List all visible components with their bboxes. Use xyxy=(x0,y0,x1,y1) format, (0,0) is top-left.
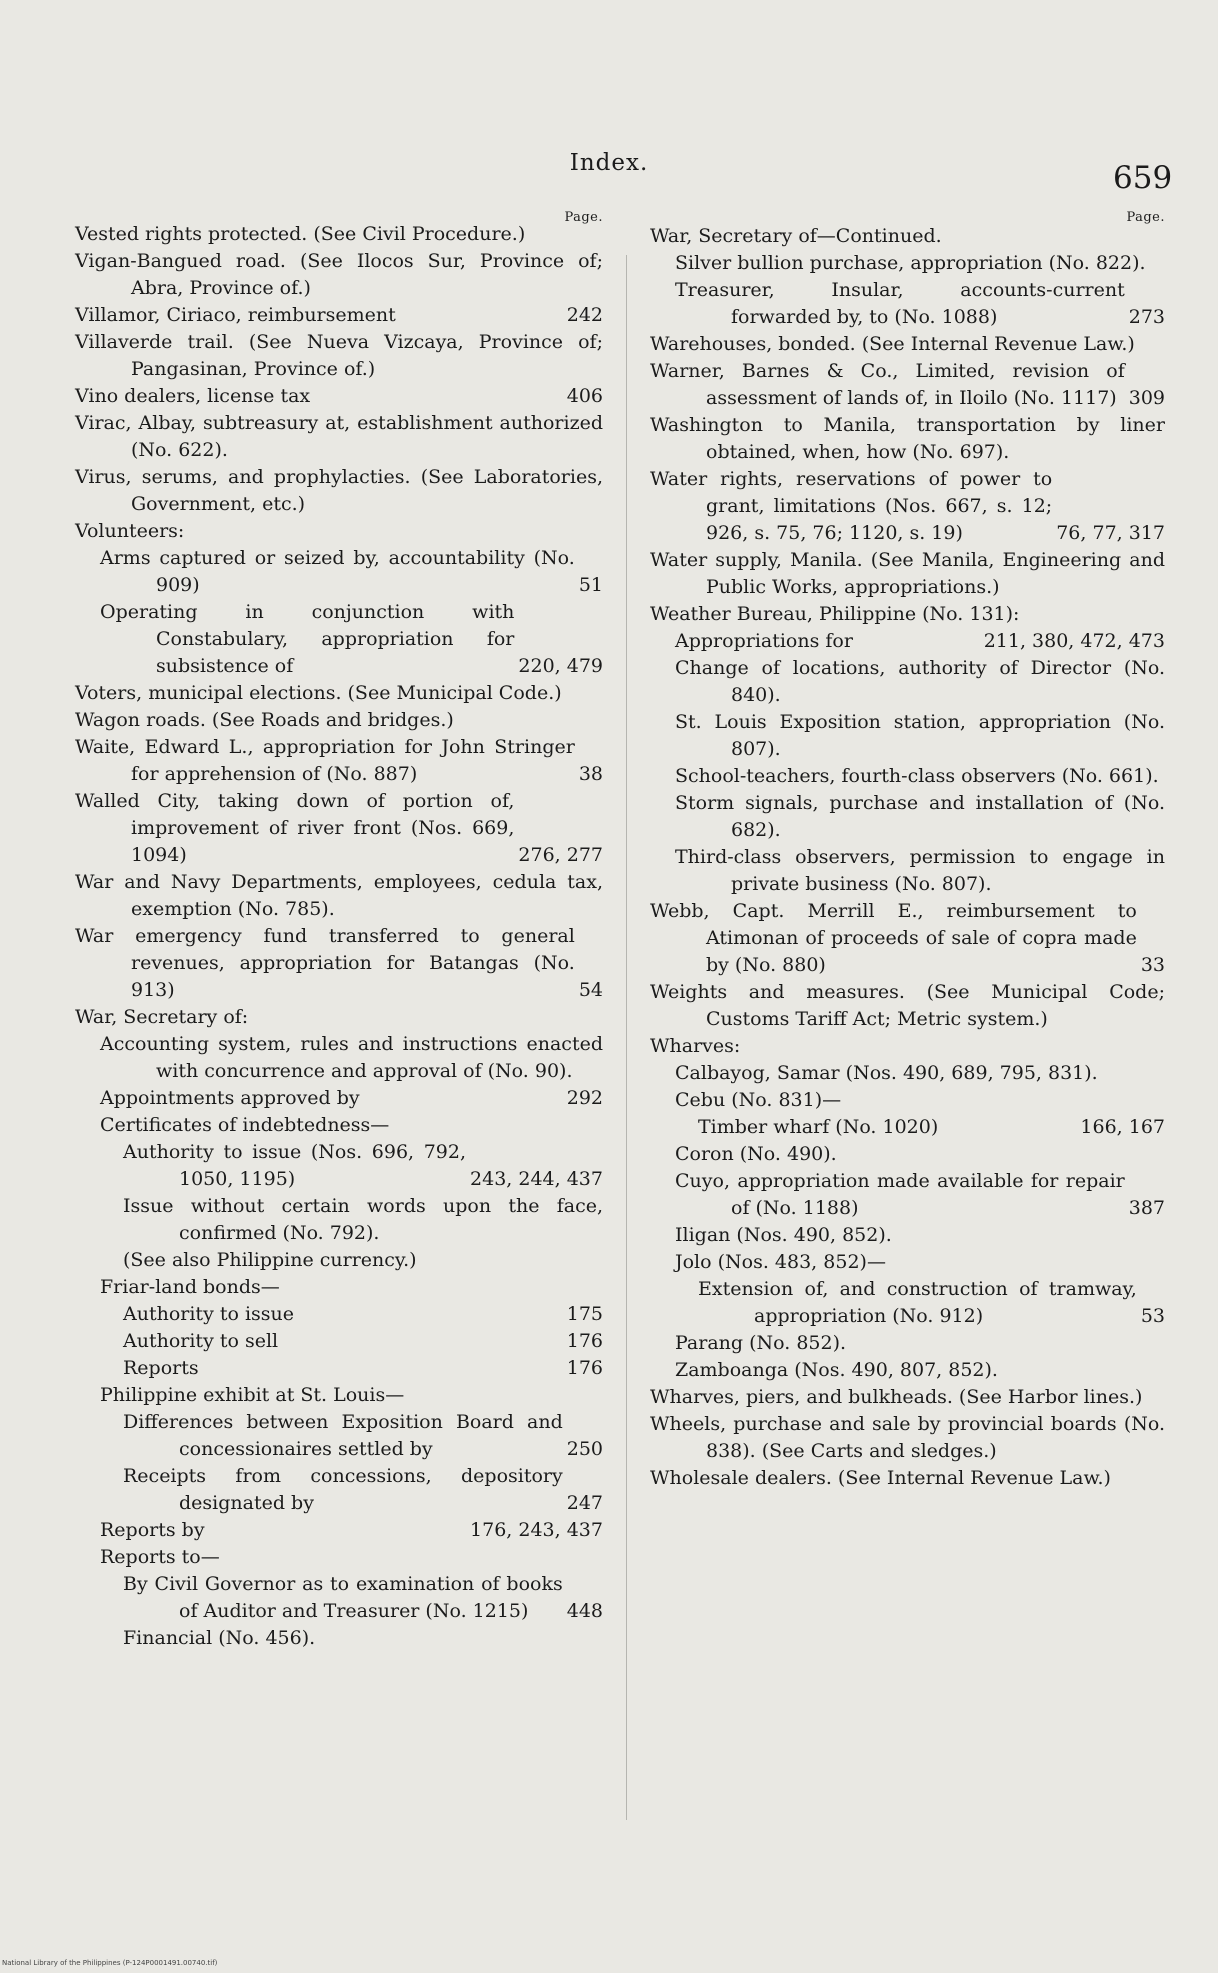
index-entry xyxy=(650,1168,1165,1222)
entry-text: Warner, Barnes & Co., Limited, revision of assessment of lands of, in Iloilo (No. 1117) xyxy=(650,360,1125,409)
entry-page-number: 176 xyxy=(566,1357,603,1379)
page-number: 659 xyxy=(1113,160,1173,196)
entry-page-number: 166, 167 xyxy=(1080,1116,1165,1138)
index-entry xyxy=(75,734,603,788)
index-entry xyxy=(75,1274,603,1301)
index-entry xyxy=(650,898,1165,979)
entry-text: Weather Bureau, Philippine (No. 131): xyxy=(650,603,1020,625)
entry-page-number: 387 xyxy=(1128,1197,1165,1219)
entry-text: Walled City, taking down of portion of, improvement of river front (Nos. 669, 1094) xyxy=(75,790,515,866)
index-entry xyxy=(75,869,603,923)
entry-text: Accounting system, rules and instructions enacted with concurrence and approval of (No. 90). xyxy=(100,1033,603,1082)
entry-text: Wheels, purchase and sale by provincial boards (No. 838). (See Carts and sledges.) xyxy=(650,1413,1165,1462)
entry-text: (See also Philippine currency.) xyxy=(123,1249,417,1271)
entry-text: Water supply, Manila. (See Manila, Engineering and Public Works, appropriations.) xyxy=(650,549,1165,598)
entry-text: Certificates of indebtedness— xyxy=(100,1114,390,1136)
entry-page-number: 51 xyxy=(578,574,603,596)
index-entry xyxy=(75,680,603,707)
entry-page-number: 243, 244, 437 xyxy=(470,1168,603,1190)
index-entry xyxy=(75,1355,603,1382)
entry-text: Philippine exhibit at St. Louis— xyxy=(100,1384,405,1406)
index-entry xyxy=(650,1033,1165,1060)
scan-footer: National Library of the Philippines (P-124P0001491.00740.tif) xyxy=(2,1959,218,1967)
index-entry xyxy=(650,1276,1165,1330)
entry-text: Operating in conjunction with Constabulary, appropriation for subsistence of xyxy=(100,601,515,677)
entry-text: Parang (No. 852). xyxy=(675,1332,847,1354)
index-entry xyxy=(650,1141,1165,1168)
entry-text: War and Navy Departments, employees, cedula tax, exemption (No. 785). xyxy=(75,871,603,920)
entry-text: Coron (No. 490). xyxy=(675,1143,837,1165)
entry-text: Issue without certain words upon the face, confirmed (No. 792). xyxy=(123,1195,603,1244)
page-column-label: Page. xyxy=(564,210,603,225)
entry-text: Treasurer, Insular, accounts-current forwarded by, to (No. 1088) xyxy=(675,279,1125,328)
index-entry xyxy=(75,518,603,545)
index-entry xyxy=(75,788,603,869)
entry-text: Authority to sell xyxy=(123,1330,279,1352)
entry-text: Receipts from concessions, depository designated by xyxy=(123,1465,563,1514)
entry-text: Virac, Albay, subtreasury at, establishment authorized (No. 622). xyxy=(75,412,603,461)
entry-page-number: 54 xyxy=(578,979,603,1001)
entry-page-number: 292 xyxy=(566,1087,603,1109)
entry-text: Third-class observers, permission to engage in private business (No. 807). xyxy=(675,846,1165,895)
index-entry xyxy=(650,223,1165,250)
entry-text: Villaverde trail. (See Nueva Vizcaya, Province of; Pangasinan, Province of.) xyxy=(75,331,603,380)
entry-text: Cebu (No. 831)— xyxy=(675,1089,842,1111)
index-entry xyxy=(75,1382,603,1409)
page-title: Index. xyxy=(569,150,649,176)
entry-text: By Civil Governor as to examination of books of Auditor and Treasurer (No. 1215) xyxy=(123,1573,563,1622)
entry-text: Reports xyxy=(123,1357,199,1379)
index-entry xyxy=(75,1085,603,1112)
index-entry xyxy=(75,1517,603,1544)
index-entry xyxy=(650,1330,1165,1357)
entry-text: Financial (No. 456). xyxy=(123,1627,316,1649)
entry-page-number: 273 xyxy=(1128,306,1165,328)
entry-page-number: 242 xyxy=(566,304,603,326)
index-entry xyxy=(75,599,603,680)
entry-text: Vigan-Bangued road. (See Ilocos Sur, Province of; Abra, Province of.) xyxy=(75,250,603,299)
index-entry xyxy=(650,601,1165,628)
index-entry xyxy=(650,331,1165,358)
index-entry xyxy=(650,1114,1165,1141)
entry-page-number: 309 xyxy=(1128,387,1165,409)
entry-text: Authority to issue xyxy=(123,1303,295,1325)
index-entry xyxy=(75,1544,603,1571)
entry-text: Vino dealers, license tax xyxy=(75,385,311,407)
entry-text: Villamor, Ciriaco, reimbursement xyxy=(75,304,396,326)
index-entry xyxy=(650,1249,1165,1276)
entry-text: Wharves: xyxy=(650,1035,741,1057)
entry-text: Cuyo, appropriation made available for repair of (No. 1188) xyxy=(675,1170,1125,1219)
index-entry xyxy=(650,1357,1165,1384)
entry-text: Virus, serums, and prophylacties. (See Laboratories, Government, etc.) xyxy=(75,466,603,515)
index-entry xyxy=(650,466,1165,547)
entry-text: Water rights, reservations of power to grant, limitations (Nos. 667, s. 12; 926, s. 75, 76; 1120, s. 19) xyxy=(650,468,1053,544)
entry-text: Washington to Manila, transportation by liner obtained, when, how (No. 697). xyxy=(650,414,1165,463)
entry-text: Webb, Capt. Merrill E., reimbursement to Atimonan of proceeds of sale of copra made by (No. 880) xyxy=(650,900,1137,976)
index-entry xyxy=(75,248,603,302)
entry-page-number: 176 xyxy=(566,1330,603,1352)
index-entry xyxy=(650,412,1165,466)
index-entry xyxy=(75,464,603,518)
page-column-label: Page. xyxy=(1126,210,1165,225)
entry-page-number: 38 xyxy=(578,763,603,785)
entry-text: Extension of, and construction of tramway, appropriation (No. 912) xyxy=(698,1278,1137,1327)
index-entry xyxy=(650,1222,1165,1249)
entry-page-number: 247 xyxy=(566,1492,603,1514)
entry-text: Wharves, piers, and bulkheads. (See Harbor lines.) xyxy=(650,1386,1143,1408)
index-entry xyxy=(650,1060,1165,1087)
index-entry xyxy=(650,547,1165,601)
entry-text: Authority to issue (Nos. 696, 792, 1050, 1195) xyxy=(123,1141,467,1190)
index-entry xyxy=(75,302,603,329)
index-entry xyxy=(75,923,603,1004)
index-entry xyxy=(75,1571,603,1625)
index-entry xyxy=(650,1411,1165,1465)
index-entry xyxy=(650,250,1165,277)
entry-text: Voters, municipal elections. (See Municipal Code.) xyxy=(75,682,562,704)
entry-text: Waite, Edward L., appropriation for John Stringer for apprehension of (No. 887) xyxy=(75,736,575,785)
index-entry xyxy=(75,1328,603,1355)
entry-text: Zamboanga (Nos. 490, 807, 852). xyxy=(675,1359,998,1381)
index-entry xyxy=(650,628,1165,655)
entry-text: Weights and measures. (See Municipal Code; Customs Tariff Act; Metric system.) xyxy=(650,981,1165,1030)
entry-text: Wholesale dealers. (See Internal Revenue Law.) xyxy=(650,1467,1111,1489)
entry-text: Calbayog, Samar (Nos. 490, 689, 795, 831). xyxy=(675,1062,1098,1084)
index-entry xyxy=(650,979,1165,1033)
entry-page-number: 176, 243, 437 xyxy=(470,1519,603,1541)
entry-page-number: 220, 479 xyxy=(518,655,603,677)
index-entry xyxy=(650,655,1165,709)
index-entry xyxy=(75,1031,603,1085)
entry-page-number: 211, 380, 472, 473 xyxy=(983,630,1165,652)
entry-page-number: 448 xyxy=(566,1600,603,1622)
entry-page-number: 53 xyxy=(1140,1305,1165,1327)
column-divider xyxy=(626,255,627,1820)
entry-text: Appropriations for xyxy=(675,630,853,652)
entry-text: Friar-land bonds— xyxy=(100,1276,280,1298)
entry-text: War, Secretary of—Continued. xyxy=(650,225,942,247)
entry-text: St. Louis Exposition station, appropriation (No. 807). xyxy=(675,711,1165,760)
entry-text: Reports by xyxy=(100,1519,205,1541)
entry-text: War, Secretary of: xyxy=(75,1006,249,1028)
entry-text: Storm signals, purchase and installation of (No. 682). xyxy=(675,792,1165,841)
entry-text: Reports to— xyxy=(100,1546,220,1568)
index-entry xyxy=(75,1004,603,1031)
entry-text: Timber wharf (No. 1020) xyxy=(698,1116,939,1138)
entry-text: Jolo (Nos. 483, 852)— xyxy=(675,1251,886,1273)
index-entry xyxy=(75,410,603,464)
index-entry xyxy=(650,844,1165,898)
index-entry xyxy=(75,329,603,383)
index-entry xyxy=(650,277,1165,331)
entry-page-number: 76, 77, 317 xyxy=(1056,522,1165,544)
entry-text: Iligan (Nos. 490, 852). xyxy=(675,1224,892,1246)
entry-text: Arms captured or seized by, accountability (No. 909) xyxy=(100,547,575,596)
left-column xyxy=(75,204,603,1652)
index-entry xyxy=(650,358,1165,412)
entry-page-number: 175 xyxy=(566,1303,603,1325)
index-entry xyxy=(650,1465,1165,1492)
index-entry xyxy=(650,763,1165,790)
right-column xyxy=(650,204,1165,1492)
entry-text: Warehouses, bonded. (See Internal Revenue Law.) xyxy=(650,333,1135,355)
index-entry xyxy=(650,1087,1165,1114)
entry-page-number: 33 xyxy=(1140,954,1165,976)
index-entry xyxy=(75,1139,603,1193)
index-entry xyxy=(75,1625,603,1652)
index-entry xyxy=(75,221,603,248)
entry-text: Vested rights protected. (See Civil Procedure.) xyxy=(75,223,526,245)
entry-text: War emergency fund transferred to general revenues, appropriation for Batangas (No. 913) xyxy=(75,925,575,1001)
entry-page-number: 406 xyxy=(566,385,603,407)
index-entry xyxy=(75,1301,603,1328)
entry-text: School-teachers, fourth-class observers (No. 661). xyxy=(675,765,1159,787)
index-entry xyxy=(75,1193,603,1247)
index-entry xyxy=(75,545,603,599)
entry-text: Wagon roads. (See Roads and bridges.) xyxy=(75,709,454,731)
entry-text: Differences between Exposition Board and concessionaires settled by xyxy=(123,1411,563,1460)
entry-text: Change of locations, authority of Director (No. 840). xyxy=(675,657,1165,706)
index-entry xyxy=(650,709,1165,763)
index-entry xyxy=(650,1384,1165,1411)
entry-text: Silver bullion purchase, appropriation (No. 822). xyxy=(675,252,1146,274)
index-entry xyxy=(75,383,603,410)
index-entry xyxy=(650,790,1165,844)
index-entry xyxy=(75,1409,603,1463)
entry-text: Appointments approved by xyxy=(100,1087,360,1109)
entry-page-number: 250 xyxy=(566,1438,603,1460)
index-entry xyxy=(75,1463,603,1517)
entry-text: Volunteers: xyxy=(75,520,185,542)
index-entry xyxy=(75,1247,603,1274)
entry-page-number: 276, 277 xyxy=(518,844,603,866)
index-entry xyxy=(75,707,603,734)
index-entry xyxy=(75,1112,603,1139)
